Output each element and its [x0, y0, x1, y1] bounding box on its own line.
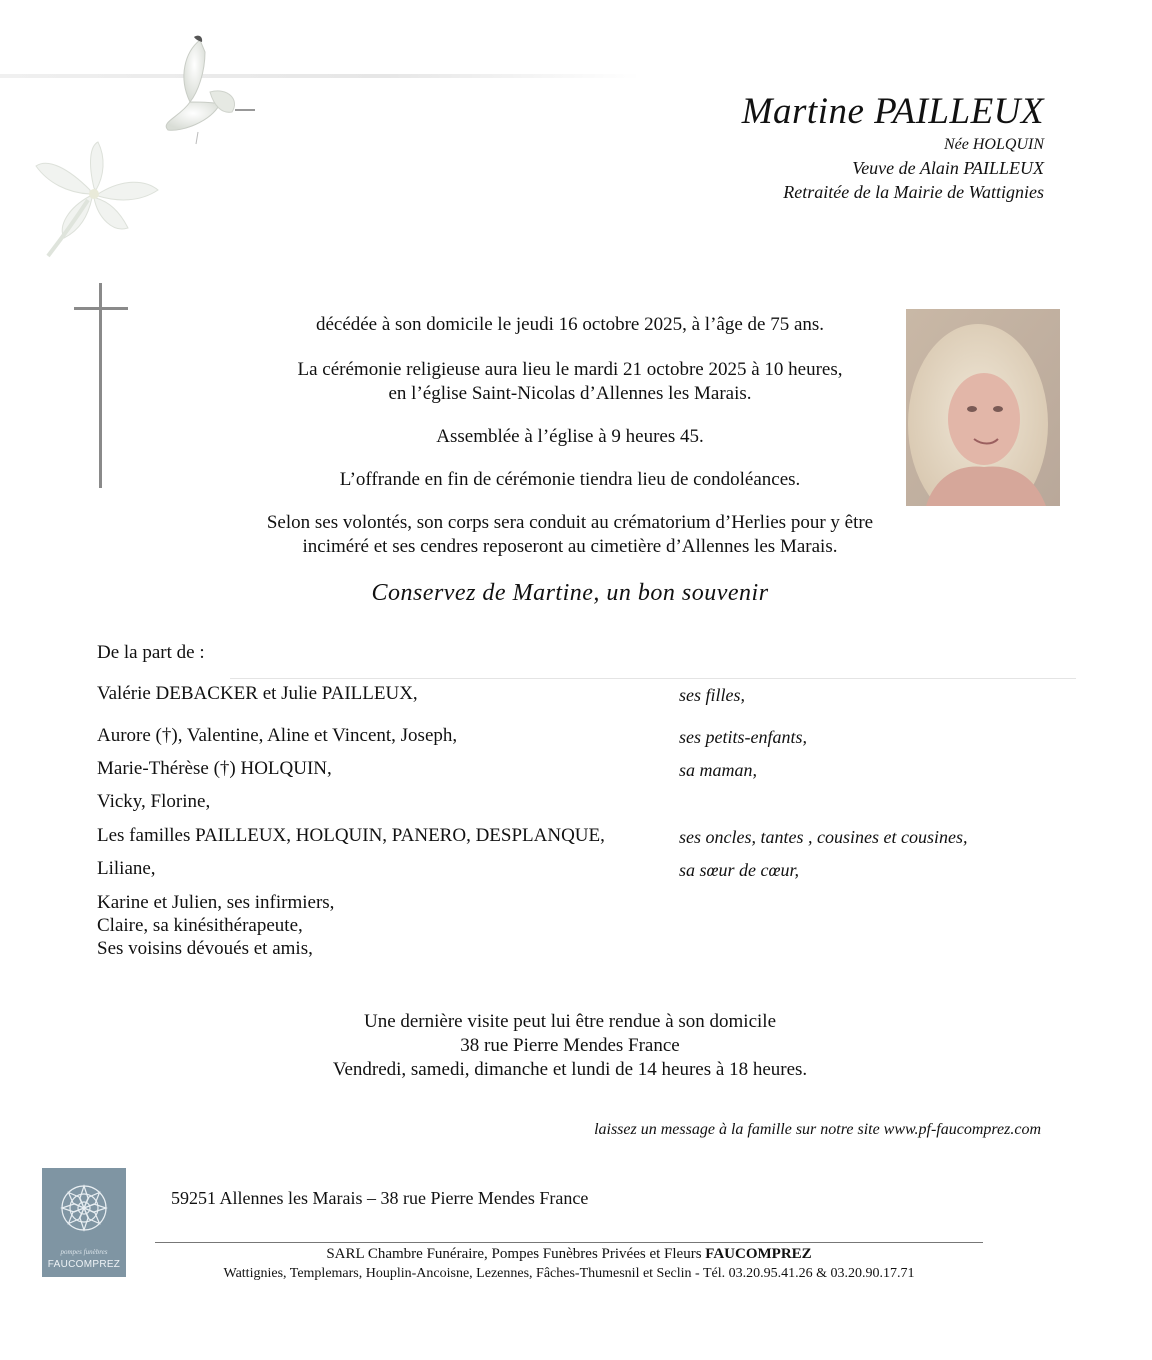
widow-of: Veuve de Alain PAILLEUX: [852, 158, 1044, 178]
family-row-relation: sa maman,: [679, 760, 758, 780]
rosette-icon: [42, 1168, 126, 1248]
family-other: Karine et Julien, ses infirmiers,: [97, 892, 335, 913]
from-label: De la part de :: [97, 642, 205, 663]
visit-line-3: Vendredi, samedi, dimanche et lundi de 14 heures à 18 heures.: [332, 1059, 808, 1080]
family-divider: [230, 678, 1076, 679]
visit-info: [230, 1010, 910, 1082]
logo-brand: FAUCOMPREZ: [47, 1259, 121, 1270]
portrait-photo: [906, 309, 1060, 506]
assembly-time: Assemblée à l’église à 9 heures 45.: [436, 426, 704, 447]
family-row-name: Aurore (†), Valentine, Aline et Vincent, Joseph,: [97, 725, 458, 746]
wishes-line-1: Selon ses volontés, son corps sera conduit au crématorium d’Herlies pour y être: [266, 512, 874, 533]
logo-tagline: pompes funèbres: [60, 1248, 108, 1256]
family-row-name: Vicky, Florine,: [97, 791, 211, 812]
wishes-line-2: inciméré et ses cendres reposeront au cimetière d’Allennes les Marais.: [302, 536, 838, 557]
cross-icon: [74, 283, 128, 488]
retirement-note: Retraitée de la Mairie de Wattignies: [783, 182, 1044, 202]
footer-divider: [155, 1242, 983, 1243]
visit-line-1: Une dernière visite peut lui être rendue à son domicile: [363, 1011, 777, 1032]
family-row-name: Les familles PAILLEUX, HOLQUIN, PANERO, DESPLANQUE,: [97, 825, 605, 846]
family-row-name: Liliane,: [97, 858, 156, 879]
family-row-relation: sa sœur de cœur,: [679, 860, 800, 880]
family-row-relation: ses petits-enfants,: [679, 727, 807, 747]
remembrance-message: Conservez de Martine, un bon souvenir: [371, 580, 769, 606]
company-description: SARL Chambre Funéraire, Pompes Funèbres Privées et Fleurs: [326, 1246, 702, 1262]
company-line: [155, 1246, 983, 1263]
family-row-name: Valérie DEBACKER et Julie PAILLEUX,: [97, 683, 418, 704]
ceremony-line-2: en l’église Saint-Nicolas d’Allennes les Marais.: [388, 383, 752, 404]
family-row-relation: ses filles,: [679, 685, 745, 705]
death-notice: décédée à son domicile le jeudi 16 octobre 2025, à l’âge de 75 ans.: [315, 314, 825, 335]
company-towns-phone: Wattignies, Templemars, Houplin-Ancoisne, Lezennes, Fâches-Thumesnil et Seclin - Tél. 03.20.95.41.26 & 03.20.90.17.71: [223, 1266, 915, 1281]
offering-note: L’offrande en fin de cérémonie tiendra lieu de condoléances.: [339, 469, 801, 490]
family-row-name: Marie-Thérèse (†) HOLQUIN,: [97, 758, 332, 779]
ceremony-line-1: La cérémonie religieuse aura lieu le mardi 21 octobre 2025 à 10 heures,: [297, 359, 843, 380]
maiden-name: Née HOLQUIN: [944, 136, 1044, 153]
visit-line-2: 38 rue Pierre Mendes France: [460, 1035, 680, 1056]
company-name: FAUCOMPREZ: [705, 1246, 812, 1262]
family-other: Ses voisins dévoués et amis,: [97, 938, 313, 959]
family-other: Claire, sa kinésithérapeute,: [97, 915, 303, 936]
header-divider: [0, 74, 640, 78]
website-message: laissez un message à la famille sur notre site www.pf-faucomprez.com: [594, 1121, 1041, 1138]
deceased-name: Martine PAILLEUX: [741, 91, 1044, 132]
family-row-relation: ses oncles, tantes , cousines et cousines,: [679, 827, 968, 847]
flower-icon: [28, 138, 178, 258]
funeral-home-address: 59251 Allennes les Marais – 38 rue Pierre Mendes France: [171, 1188, 589, 1208]
butterfly-icon: [150, 32, 265, 147]
company-logo: [42, 1168, 126, 1277]
